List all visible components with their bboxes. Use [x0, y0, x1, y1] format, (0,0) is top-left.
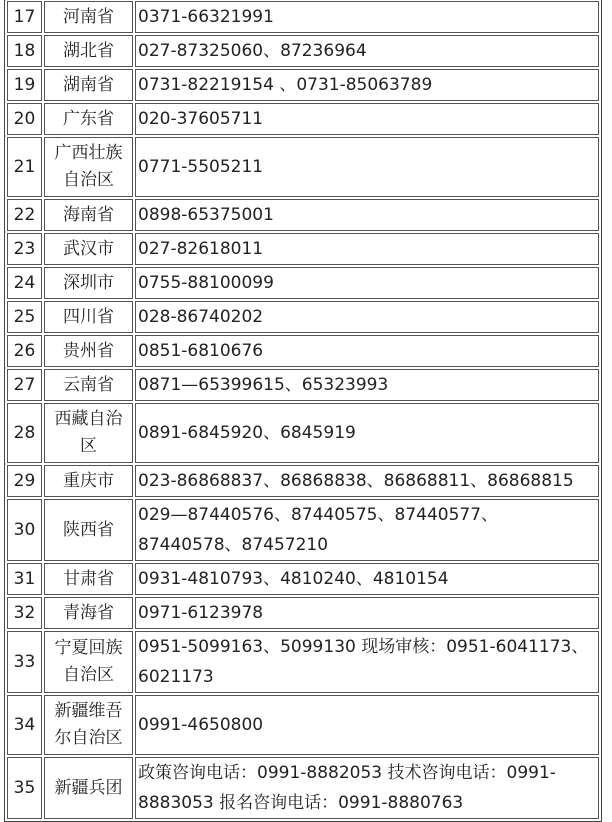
region-name: 湖北省: [44, 35, 133, 67]
row-number: 21: [7, 137, 42, 197]
region-name: 新疆维吾尔自治区: [44, 695, 133, 755]
contact-phone: 0871—65399615、65323993: [135, 369, 599, 401]
table-row: [7, 465, 599, 497]
region-name: 青海省: [44, 597, 133, 629]
table-row: [7, 137, 599, 197]
region-name: 宁夏回族自治区: [44, 631, 133, 693]
contact-phone: 020-37605711: [135, 103, 599, 135]
row-number: 17: [7, 1, 42, 33]
region-name: 深圳市: [44, 267, 133, 299]
table-row: [7, 233, 599, 265]
contact-phone: 029—87440576、87440575、87440577、87440578、87457210: [135, 499, 599, 561]
contact-phone: 027-87325060、87236964: [135, 35, 599, 67]
contact-phone: 0771-5505211: [135, 137, 599, 197]
table-row: [7, 35, 599, 67]
table-row: [7, 631, 599, 693]
row-number: 24: [7, 267, 42, 299]
contact-phone: 0991-4650800: [135, 695, 599, 755]
table-row: [7, 267, 599, 299]
row-number: 29: [7, 465, 42, 497]
region-name: 广西壮族自治区: [44, 137, 133, 197]
region-name: 武汉市: [44, 233, 133, 265]
contact-phone: 027-82618011: [135, 233, 599, 265]
table-row: [7, 1, 599, 33]
table-row: [7, 335, 599, 367]
table-row: [7, 403, 599, 463]
contact-phone: 0851-6810676: [135, 335, 599, 367]
row-number: 22: [7, 199, 42, 231]
row-number: 23: [7, 233, 42, 265]
table-row: [7, 199, 599, 231]
row-number: 32: [7, 597, 42, 629]
contact-table: [4, 0, 602, 822]
row-number: 35: [7, 757, 42, 819]
region-name: 陕西省: [44, 499, 133, 561]
contact-table-body: [7, 1, 599, 819]
row-number: 33: [7, 631, 42, 693]
region-name: 河南省: [44, 1, 133, 33]
region-name: 湖南省: [44, 69, 133, 101]
table-row: [7, 103, 599, 135]
contact-phone: 0371-66321991: [135, 1, 599, 33]
region-name: 海南省: [44, 199, 133, 231]
row-number: 18: [7, 35, 42, 67]
region-name: 广东省: [44, 103, 133, 135]
region-name: 重庆市: [44, 465, 133, 497]
row-number: 30: [7, 499, 42, 561]
region-name: 四川省: [44, 301, 133, 333]
contact-phone: 0971-6123978: [135, 597, 599, 629]
row-number: 27: [7, 369, 42, 401]
region-name: 西藏自治区: [44, 403, 133, 463]
region-name: 贵州省: [44, 335, 133, 367]
table-row: [7, 499, 599, 561]
row-number: 34: [7, 695, 42, 755]
region-name: 甘肃省: [44, 563, 133, 595]
contact-phone: 0951-5099163、5099130 现场审核：0951-6041173、6021173: [135, 631, 599, 693]
row-number: 25: [7, 301, 42, 333]
table-row: [7, 597, 599, 629]
row-number: 31: [7, 563, 42, 595]
contact-phone: 政策咨询电话：0991-8882053 技术咨询电话：0991-8883053 报名咨询电话：0991-8880763: [135, 757, 599, 819]
contact-phone: 0731-82219154 、0731-85063789: [135, 69, 599, 101]
contact-phone: 0898-65375001: [135, 199, 599, 231]
row-number: 28: [7, 403, 42, 463]
table-row: [7, 695, 599, 755]
contact-phone: 028-86740202: [135, 301, 599, 333]
row-number: 19: [7, 69, 42, 101]
contact-phone: 0755-88100099: [135, 267, 599, 299]
table-row: [7, 69, 599, 101]
region-name: 新疆兵团: [44, 757, 133, 819]
contact-phone: 023-86868837、86868838、86868811、86868815: [135, 465, 599, 497]
table-row: [7, 563, 599, 595]
contact-phone: 0931-4810793、4810240、4810154: [135, 563, 599, 595]
row-number: 26: [7, 335, 42, 367]
table-row: [7, 369, 599, 401]
table-row: [7, 301, 599, 333]
region-name: 云南省: [44, 369, 133, 401]
row-number: 20: [7, 103, 42, 135]
table-row: [7, 757, 599, 819]
contact-phone: 0891-6845920、6845919: [135, 403, 599, 463]
